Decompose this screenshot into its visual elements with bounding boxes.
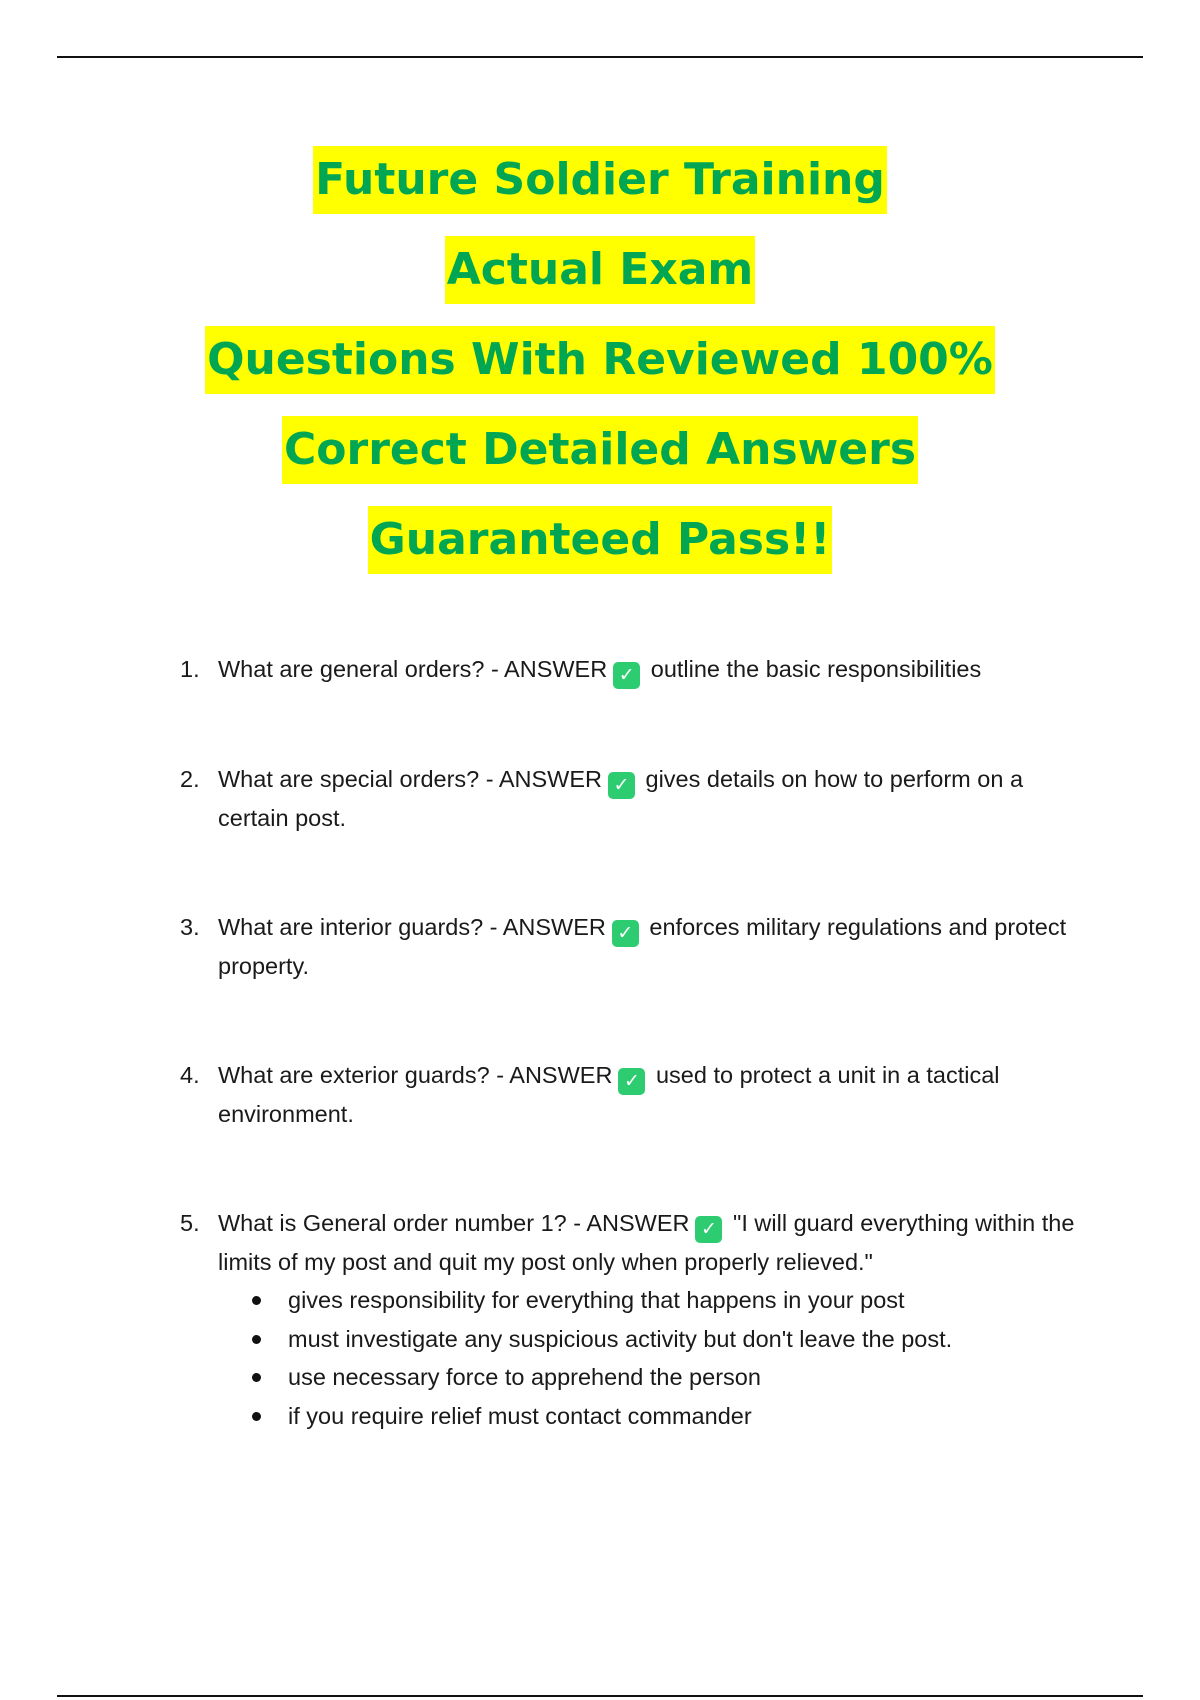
bottom-divider	[57, 1695, 1143, 1697]
answer-text: gives details on how to perform on a certain post.	[218, 766, 1024, 831]
question-text: What are interior guards? - ANSWER	[218, 914, 606, 940]
bullet-text: use necessary force to apprehend the person	[288, 1364, 761, 1390]
question-number: 1.	[180, 656, 200, 682]
document-title	[0, 146, 1200, 596]
question-item-5	[180, 1204, 1100, 1435]
answer-bullet	[252, 1281, 1100, 1320]
answer-bullet-list	[218, 1281, 1100, 1435]
bullet-text: if you require relief must contact commander	[288, 1402, 752, 1429]
answer-text: outline the basic responsibilities	[650, 656, 982, 682]
bullet-icon	[252, 1412, 261, 1421]
title-line-2: Actual Exam	[0, 236, 1200, 326]
question-item-3	[180, 908, 1100, 985]
question-number: 3.	[180, 914, 200, 940]
question-item-2	[180, 760, 1100, 837]
title-line-3: Questions With Reviewed 100%	[0, 326, 1200, 416]
top-divider	[57, 56, 1143, 58]
checkmark-icon: ✓	[608, 772, 635, 799]
bullet-icon	[252, 1373, 261, 1382]
answer-bullet	[252, 1320, 1100, 1359]
title-line-4: Correct Detailed Answers	[0, 416, 1200, 506]
title-line-1: Future Soldier Training	[0, 146, 1200, 236]
answer-text: enforces military regulations and protect property.	[218, 914, 1067, 979]
bullet-text: gives responsibility for everything that happens in your post	[288, 1287, 905, 1313]
question-text: What are special orders? - ANSWER	[218, 766, 602, 792]
question-number: 2.	[180, 766, 200, 792]
bullet-icon	[252, 1296, 261, 1305]
question-text: What is General order number 1? - ANSWER	[218, 1210, 690, 1236]
answer-bullet	[252, 1358, 1100, 1397]
question-text: What are exterior guards? - ANSWER	[218, 1062, 613, 1088]
checkmark-icon: ✓	[695, 1216, 722, 1243]
checkmark-icon: ✓	[612, 920, 639, 947]
question-number: 5.	[180, 1210, 200, 1236]
answer-text: "I will guard everything within the limits of my post and quit my post only when properly relieved."	[218, 1210, 1075, 1275]
question-list	[180, 650, 1100, 1506]
bullet-icon	[252, 1335, 261, 1344]
checkmark-icon: ✓	[618, 1068, 645, 1095]
bullet-text: must investigate any suspicious activity but don't leave the post.	[288, 1325, 953, 1352]
answer-bullet	[252, 1397, 1100, 1436]
question-item-1	[180, 650, 1100, 689]
question-text: What are general orders? - ANSWER	[218, 656, 608, 682]
title-line-5: Guaranteed Pass!!	[0, 506, 1200, 596]
answer-text: used to protect a unit in a tactical environment.	[218, 1062, 1000, 1127]
question-number: 4.	[180, 1062, 200, 1088]
checkmark-icon: ✓	[613, 662, 640, 689]
question-item-4	[180, 1056, 1100, 1133]
